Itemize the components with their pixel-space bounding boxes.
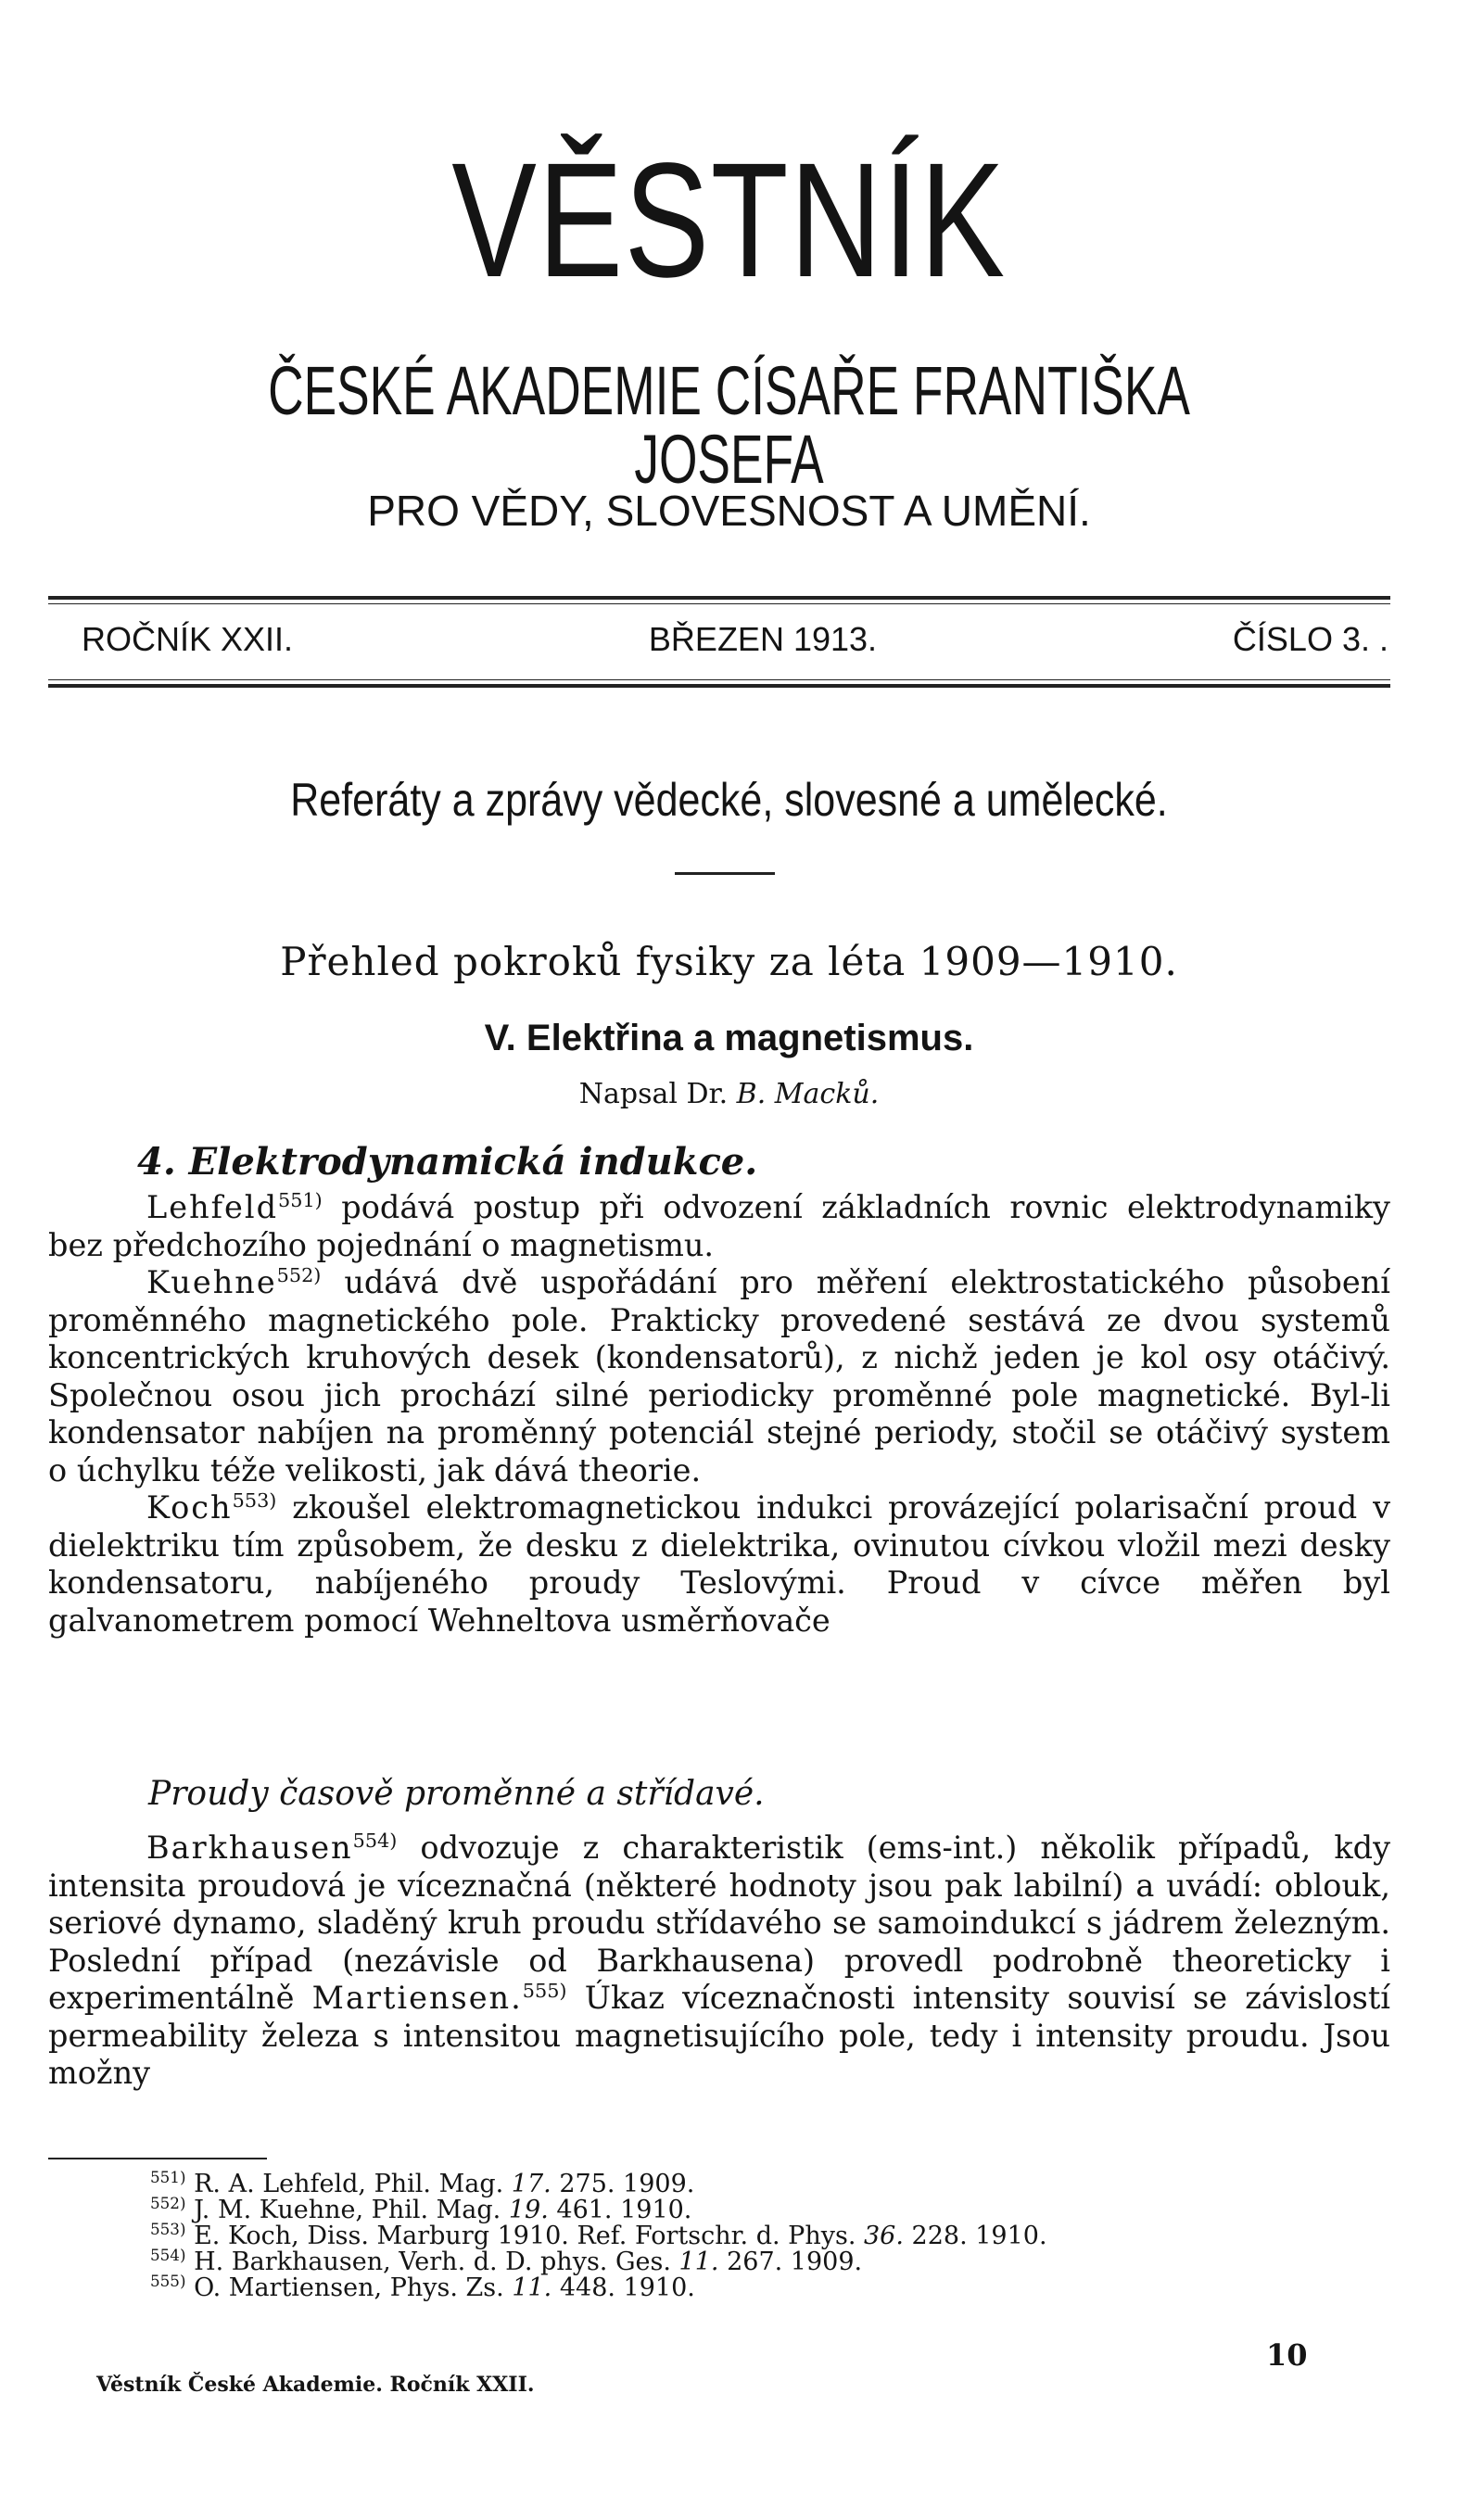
author-prefix: Napsal Dr. [578,1078,737,1110]
footnote-author: J. M. Kuehne, [194,2196,364,2224]
footer-signature: Věstník České Akademie. Ročník XXII. [96,2373,535,2397]
issue-date: BŘEZEN 1913. [648,620,878,658]
footnote-pages: 267. 1909. [718,2248,863,2276]
author-line [0,1078,1458,1110]
paragraph-text: zkoušel elektromagnetickou indukci provázející polarisační proud v dielektriku tím způsobem, že desku z dielektrika, ovinutou cívkou vložil mezi desky kondensatoru, nabíjeného proudy Teslovými. Proud v cívce měřen byl galvanometrem pomocí Wehneltova usměrňovače [48,1489,1390,1639]
footnotes [150,2168,1047,2302]
footnote-number: 555) [150,2272,186,2290]
paragraph-text: udává dvě uspořádání pro měření elektrostatického působení proměnného magnetického pole. Prakticky provedené sestává ze dvou systemů koncentrických kruhových desek (kondensatorů), z nichž jeden je kol osy otáčivý. Společnou osou jich prochází silné periodicky proměnné pole magnetické. Byl-li kondensator nabíjen na proměnný potenciál stejné periody, stočil se otáčivý system o úchylku téže velikosti, jak dává theorie. [48,1264,1390,1488]
footnote-pages: 448. 1910. [552,2273,695,2302]
issue-volume: ROČNÍK XXII. [82,620,294,658]
article-body-1 [48,1189,1390,1640]
footnote-source: Diss. Marburg 1910. Ref. Fortschr. d. Phys. [298,2222,864,2250]
subheading-alternating-currents: Proudy časově proměnné a střídavé. [148,1775,765,1813]
cited-author: Lehfeld [146,1189,279,1225]
section-divider [675,872,775,875]
footnote-number: 553) [150,2220,186,2238]
paragraph-koch [48,1489,1390,1640]
page-number: 10 [1266,2337,1308,2373]
issue-info-row [82,616,1388,663]
footnote-author: O. Martiensen, [194,2273,383,2302]
footnote-volume: 36. [864,2222,904,2250]
footnote-ref: 555) [522,1979,567,2002]
footnote-pages: 275. 1909. [551,2170,695,2198]
journal-title: VĚSTNÍK [451,130,1007,311]
paragraph-kuehne [48,1264,1390,1489]
footnote [150,2220,1047,2250]
footnote-pages: 461. 1910. [548,2196,692,2224]
paragraph-text: podává postup při odvození základních rovnic elektrodynamiky bez předchozího pojednání o magnetismu. [48,1189,1390,1263]
rule-top-thick [48,596,1390,600]
issue-number: ČÍSLO 3. . [1232,620,1388,658]
paragraph-barkhausen [48,1830,1390,2093]
series-title: Přehled pokroků fysiky za léta 1909—1910. [280,939,1178,984]
rule-bottom-thick [48,684,1390,688]
footnote-volume: 11. [678,2248,719,2276]
cited-author-2: Martiensen. [311,1980,523,2016]
footnote-rule [48,2158,267,2159]
paragraph-text: odvozuje z charakteristik (ems-int.) několik případů, kdy intensita proudová je víceznačná (některé hodnoty jsou pak labilní) a uvádí: oblouk, seriové dynamo, sladěný kruh proudu střídavého se samoindukcí s jádrem železným. Poslední případ (nezávisle od Barkhausena) provedl podrobně theoreticky i experimentálně [48,1830,1390,2016]
rule-bottom-thin [48,679,1390,680]
footnote [150,2246,1047,2276]
footnote-author: R. A. Lehfeld, [194,2170,367,2198]
cited-author: Koch [146,1489,233,1526]
footnote-source: Phil. Mag. [363,2196,509,2224]
footnote-ref: 552) [276,1263,322,1286]
footnote-number: 554) [150,2246,186,2264]
author-name: B. Macků. [736,1078,880,1110]
footnote-volume: 19. [508,2196,549,2224]
paragraph-text: Úkaz víceznačnosti intensity souvisí se závislostí permeability železa s intensitou magnetisujícího pole, tedy i intensity proudu. Jsou možny [48,1980,1390,2091]
subsection-heading: 4. Elektrodynamická indukce. [137,1140,758,1184]
chapter-heading: V. Elektřina a magnetismus. [484,1018,974,1058]
footnote-volume: 17. [511,2170,552,2198]
footnote-ref: 553) [232,1488,277,1512]
footnote [150,2194,1047,2224]
footnote-number: 551) [150,2168,186,2186]
footnote-ref: 554) [352,1829,398,1852]
paragraph-lehfeld [48,1189,1390,1264]
footnote-pages: 228. 1910. [903,2222,1047,2250]
footnote-ref: 551) [278,1188,323,1211]
footnote-volume: 11. [512,2273,552,2302]
section-heading: Referáty a zprávy vědecké, slovesné a umělecké. [290,774,1168,826]
footnote [150,2168,1047,2198]
footnote [150,2272,1047,2302]
cited-author: Kuehne [146,1264,277,1300]
cited-author: Barkhausen [146,1830,353,1866]
journal-subtitle-2: PRO VĚDY, SLOVESNOST A UMĚNÍ. [367,487,1091,535]
footnote-source: Phil. Mag. [366,2170,512,2198]
footnote-number: 552) [150,2194,186,2212]
footnote-author: E. Koch, [194,2222,299,2250]
article-body-2 [48,1830,1390,2093]
footnote-author: H. Barkhausen, [194,2248,391,2276]
journal-subtitle: ČESKÉ AKADEMIE CÍSAŘE FRANTIŠKA JOSEFA [268,352,1190,498]
footnote-source: Verh. d. D. phys. Ges. [390,2248,679,2276]
rule-top-thin [48,603,1390,604]
footnote-source: Phys. Zs. [382,2273,513,2302]
